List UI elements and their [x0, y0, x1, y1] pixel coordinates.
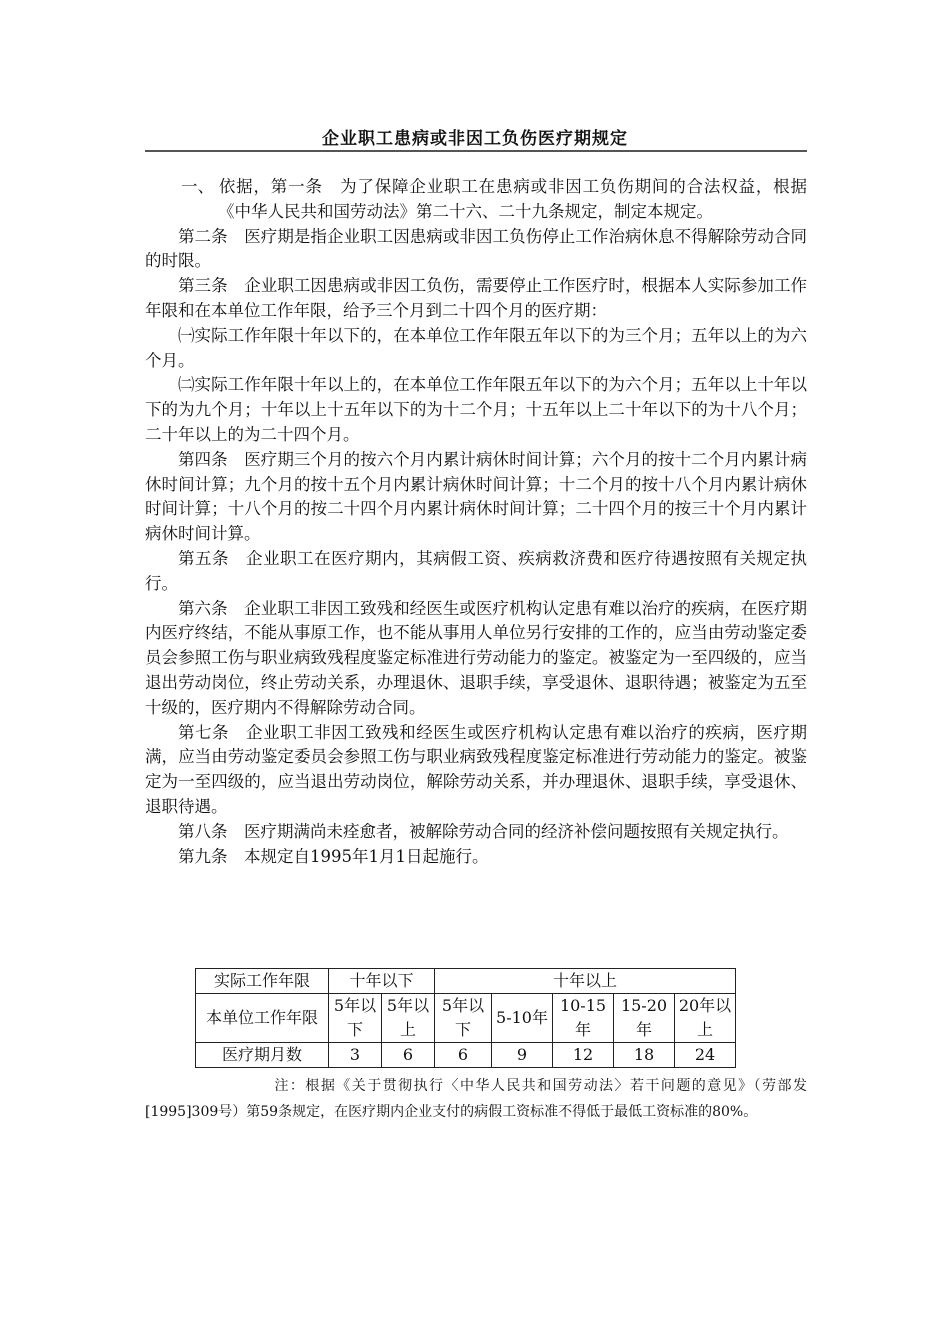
article-3-item-1: ㈠实际工作年限十年以下的，在本单位工作年限五年以下的为三个月；五年以上的为六个月。 — [145, 325, 807, 370]
table-cell: 5年以上 — [382, 994, 435, 1043]
article-1-text: 依据，第一条 为了保障企业职工在患病或非因工负伤期间的合法权益，根据《中华人民共和国劳动法》第二十六、二十九条规定，制定本规定。 — [218, 177, 807, 221]
row-label-work-years: 实际工作年限 — [196, 969, 329, 994]
footnote — [145, 1073, 807, 1125]
table-cell: 5年以下 — [435, 994, 492, 1043]
table-cell: 20年以上 — [675, 994, 736, 1043]
article-3-item-2: ㈡实际工作年限十年以上的，在本单位工作年限五年以下的为六个月；五年以上十年以下的为九个月；十年以上十五年以下的为十二个月；十五年以上二十年以下的为十八个月；二十年以上的为二十四个月。 — [145, 375, 807, 444]
article-2: 第二条 医疗期是指企业职工因患病或非因工负伤停止工作治病休息不得解除劳动合同的时限。 — [145, 226, 807, 271]
table-row — [196, 969, 736, 994]
article-8: 第八条 医疗期满尚未痊愈者，被解除劳动合同的经济补偿问题按照有关规定执行。 — [178, 821, 789, 841]
article-7: 第七条 企业职工非因工致残和经医生或医疗机构认定患有难以治疗的疾病，医疗期满，应当由劳动鉴定委员会参照工伤与职业病致残程度鉴定标准进行劳动能力的鉴定。被鉴定为一至四级的，应当退出劳动岗位，解除劳动关系，并办理退休、退职手续，享受退休、退职待遇。 — [145, 722, 807, 816]
group-under-ten-years: 十年以下 — [329, 969, 435, 994]
row-label-months: 医疗期月数 — [196, 1043, 329, 1068]
article-6: 第六条 企业职工非因工致残和经医生或医疗机构认定患有难以治疗的疾病，在医疗期内医疗终结，不能从事原工作，也不能从事用人单位另行安排的工作的，应当由劳动鉴定委员会参照工伤与职业病致残程度鉴定标准进行劳动能力的鉴定。被鉴定为一至四级的，应当退出劳动岗位，终止劳动关系，办理退休、退职手续，享受退休、退职待遇；被鉴定为五至十级的，医疗期内不得解除劳动合同。 — [145, 598, 807, 717]
article-3: 第三条 企业职工因患病或非因工负伤，需要停止工作医疗时，根据本人实际参加工作年限和在本单位工作年限，给予三个月到二十四个月的医疗期： — [145, 276, 807, 320]
article-1-number: 一、 — [181, 177, 214, 196]
row-label-unit-years: 本单位工作年限 — [196, 994, 329, 1043]
regulation-body — [145, 175, 807, 869]
table-cell: 24 — [675, 1043, 736, 1068]
table-cell: 10-15年 — [553, 994, 614, 1043]
article-4: 第四条 医疗期三个月的按六个月内累计病休时间计算；六个月的按十二个月内累计病休时间计算；九个月的按十五个月内累计病休时间计算；十二个月的按十八个月内累计病休时间计算；十八个月的按二十四个月内累计病休时间计算；二十四个月的按三十个月内累计病休时间计算。 — [145, 449, 807, 544]
article-1 — [145, 175, 807, 225]
table-cell: 9 — [492, 1043, 553, 1068]
table-cell: 3 — [329, 1043, 382, 1068]
table-row — [196, 994, 736, 1043]
article-9: 第九条 本规定自1995年1月1日起施行。 — [178, 846, 489, 866]
table-cell: 6 — [435, 1043, 492, 1068]
article-5: 第五条 企业职工在医疗期内，其病假工资、疾病救济费和医疗待遇按照有关规定执行。 — [145, 548, 807, 593]
table-row — [196, 1043, 736, 1068]
table-cell: 6 — [382, 1043, 435, 1068]
table-cell: 18 — [614, 1043, 675, 1068]
page-title: 企业职工患病或非因工负伤医疗期规定 — [322, 129, 628, 149]
medical-period-table — [195, 968, 736, 1068]
group-over-ten-years: 十年以上 — [435, 969, 736, 994]
title-underline — [145, 150, 807, 152]
table-cell: 12 — [553, 1043, 614, 1068]
table-cell: 5-10年 — [492, 994, 553, 1043]
footnote-text: 注：根据《关于贯彻执行〈中华人民共和国劳动法〉若干问题的意见》（劳部发[1995]309号）第59条规定，在医疗期内企业支付的病假工资标准不得低于最低工资标准的80%。 — [145, 1078, 807, 1120]
table-cell: 5年以下 — [329, 994, 382, 1043]
table-cell: 15-20年 — [614, 994, 675, 1043]
